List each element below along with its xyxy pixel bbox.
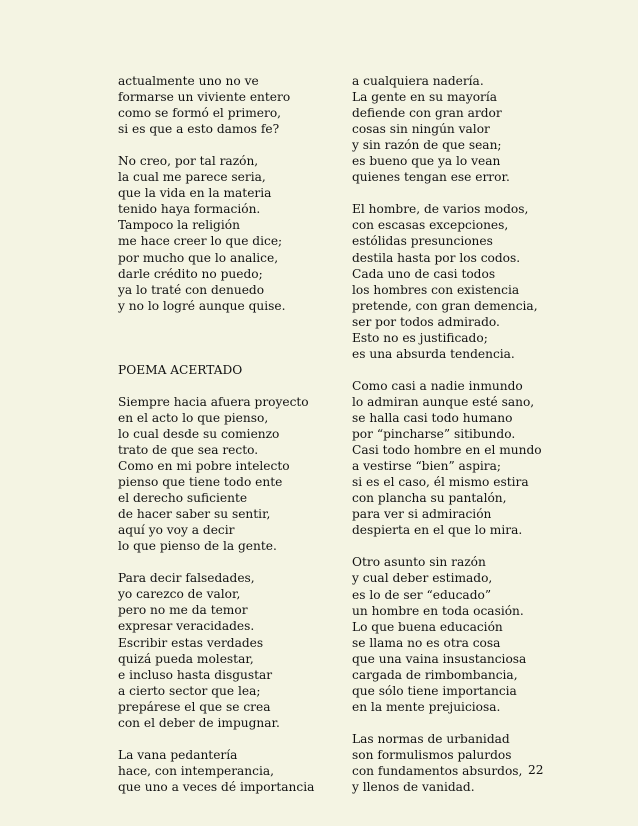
verse-line: Esto no es justificado; (352, 330, 488, 345)
verse-line: es bueno que ya lo vean (352, 154, 501, 169)
verse-line: estólidas presunciones (352, 234, 493, 249)
verse-line: No creo, por tal razón, (118, 154, 259, 169)
stanza-spacer (352, 715, 557, 731)
verse-line: Lo que buena educación (352, 619, 503, 634)
verse-line: es lo de ser “educado” (352, 587, 492, 602)
verse-line: y sin razón de que sean; (352, 138, 502, 153)
verse-line: a cualquiera nadería. (352, 74, 484, 88)
verse-line: ser por todos admirado. (352, 314, 500, 329)
right-stanza (352, 731, 557, 795)
verse-line: despierta en el que lo mira. (352, 523, 523, 538)
verse-line: Escribir estas verdades (118, 635, 264, 650)
stanza-spacer (118, 137, 323, 153)
stanza-spacer (118, 378, 323, 394)
verse-line: por mucho que lo analice, (118, 250, 279, 265)
verse-line: Como en mi pobre intelecto (118, 458, 290, 473)
verse-line: que la vida en la materia (118, 186, 272, 201)
verse-line: como se formó el primero, (118, 106, 282, 121)
verse-line: Cada uno de casi todos (352, 266, 496, 281)
verse-line: con escasas excepciones, (352, 218, 509, 233)
verse-line: y no lo logré aunque quise. (118, 298, 286, 313)
verse-line: a cierto sector que lea; (118, 683, 261, 698)
left-stanza (118, 73, 323, 137)
verse-line: Siempre hacia afuera proyecto (118, 394, 309, 409)
verse-line: y cual deber estimado, (352, 571, 493, 586)
verse-line: pretende, con gran demencia, (352, 298, 538, 313)
right-stanza (352, 201, 557, 361)
verse-line: Otro asunto sin razón (352, 555, 486, 570)
verse-line: quizá pueda molestar, (118, 651, 254, 666)
verse-line: expresar veracidades. (118, 619, 255, 634)
verse-line: la cual me parece seria, (118, 170, 266, 185)
verse-line: si es el caso, él mismo estira (352, 475, 529, 490)
verse-line: darle crédito no puedo; (118, 266, 263, 281)
verse-line: cosas sin ningún valor (352, 122, 490, 137)
verse-line: La gente en su mayoría (352, 90, 498, 105)
right-column (352, 73, 557, 795)
verse-line: que una vaina insustanciosa (352, 651, 527, 666)
verse-line: ya lo traté con denuedo (118, 282, 265, 297)
left-stanza (118, 570, 323, 730)
verse-line: lo admiran aunque esté sano, (352, 394, 535, 409)
verse-line: destila hasta por los codos. (352, 250, 521, 265)
poem-title: POEMA ACERTADO (118, 362, 243, 377)
right-stanza (352, 378, 557, 538)
stanza-spacer (118, 554, 323, 570)
verse-line: hace, con intemperancia, (118, 763, 275, 778)
verse-line: trato de que sea recto. (118, 442, 259, 457)
verse-line: aquí yo voy a decir (118, 523, 235, 538)
verse-line: es una absurda tendencia. (352, 346, 515, 361)
verse-line: defiende con gran ardor (352, 106, 502, 121)
verse-line: Para decir falsedades, (118, 571, 255, 586)
verse-line: son formulismos palurdos (352, 747, 512, 762)
verse-line: para ver si admiración (352, 507, 492, 522)
verse-line: prepárese el que se crea (118, 699, 271, 714)
verse-line: con fundamentos absurdos, (352, 764, 523, 779)
verse-line: yo carezco de valor, (118, 587, 241, 602)
verse-line: Las normas de urbanidad (352, 731, 510, 746)
verse-line: Como casi a nadie inmundo (352, 378, 523, 393)
verse-line: que uno a veces dé importancia (118, 779, 315, 794)
left-stanza (118, 394, 323, 554)
verse-line: a vestirse “bien” aspira; (352, 459, 501, 474)
verse-line: por “pincharse” sitibundo. (352, 427, 516, 442)
stanza-spacer (118, 731, 323, 747)
left-stanza (118, 153, 323, 313)
stanza-spacer (352, 185, 557, 201)
verse-line: me hace creer lo que dice; (118, 234, 283, 249)
verse-line: pero no me da temor (118, 603, 248, 618)
verse-line: El hombre, de varios modos, (352, 202, 529, 217)
verse-line: de hacer saber su sentir, (118, 507, 271, 522)
verse-line: y llenos de vanidad. (352, 780, 475, 795)
verse-line: el derecho suficiente (118, 491, 248, 506)
verse-line: tenido haya formación. (118, 202, 261, 217)
stanza-spacer (352, 362, 557, 378)
verse-line: que sólo tiene importancia (352, 683, 517, 698)
verse-line: La vana pedantería (118, 747, 238, 762)
verse-line: actualmente uno no ve (118, 74, 259, 88)
verse-line: en el acto lo que pienso, (118, 410, 269, 425)
verse-line: cargada de rimbombancia, (352, 667, 518, 682)
verse-line: los hombres con existencia (352, 282, 520, 297)
verse-line: con plancha su pantalón, (352, 491, 507, 506)
left-stanza (118, 747, 323, 795)
verse-line: Casi todo hombre en el mundo (352, 443, 542, 458)
verse-line: se halla casi todo humano (352, 410, 513, 425)
verse-line: en la mente prejuiciosa. (352, 699, 501, 714)
verse-line: formarse un viviente entero (118, 90, 291, 105)
verse-line: se llama no es otra cosa (352, 635, 501, 650)
stanza-spacer (118, 314, 323, 362)
right-stanza (352, 73, 557, 185)
verse-line: lo cual desde su comienzo (118, 426, 280, 441)
verse-line: con el deber de impugnar. (118, 715, 280, 730)
verse-line: Tampoco la religión (118, 218, 240, 233)
verse-line: si es que a esto damos fe? (118, 122, 280, 137)
right-stanza (352, 554, 557, 714)
left-column (118, 73, 323, 795)
page-number: 22 (528, 763, 544, 777)
stanza-spacer (352, 538, 557, 554)
verse-line: e incluso hasta disgustar (118, 667, 273, 682)
verse-line: pienso que tiene todo ente (118, 475, 283, 490)
verse-line: quienes tengan ese error. (352, 170, 510, 185)
verse-line: un hombre en toda ocasión. (352, 603, 524, 618)
verse-line: lo que pienso de la gente. (118, 539, 277, 554)
